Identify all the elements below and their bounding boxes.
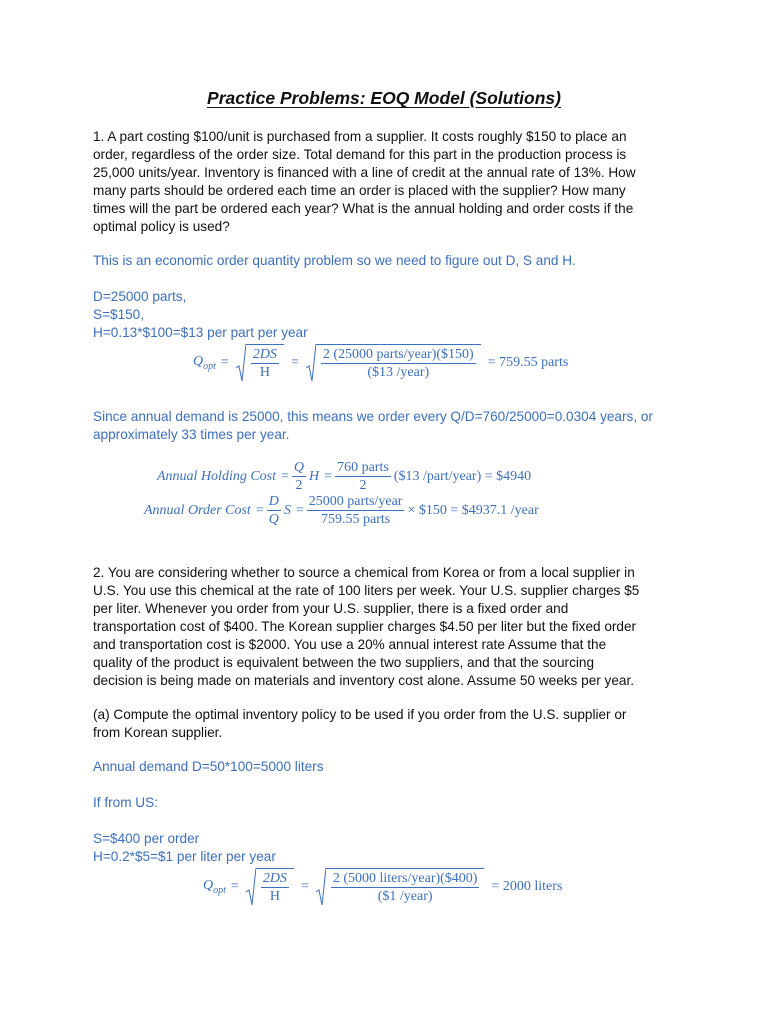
text-line: 2. You are considering whether to source a chemical from Korea or from a local supplier in [93, 565, 635, 580]
text-line: times will the part be ordered each year? What is the annual holding and order costs if the [93, 201, 634, 216]
radical-2: $\frac{\text{2 (5000 liters/year)(\$400)}}{\text{(\$1 /year)}}$ [316, 868, 485, 906]
text-line: and transportation cost is $2000. You use a 20% annual interest rate Assume that the [93, 637, 607, 652]
radical-2: $\frac{\text{2 (25000 parts/year)(\$150)}}{\text{(\$13 /year)}}$ [306, 344, 481, 382]
since-line: approximately 33 times per year. [93, 427, 290, 442]
holding-label: Annual Holding Cost [157, 468, 277, 484]
part-a-line: from Korean supplier. [93, 725, 223, 740]
holding-result: ($13 /part/year) = $4940 [393, 468, 532, 484]
eoq-formula-2: $Q_{opt}$ = $\frac{2DS}{H}$ = $\frac{\text{2 (5000 liters/year)(\$400)}}{\text{(\$1 /year)}}$ = 2000 liters [203, 868, 562, 906]
text-line: U.S. You use this chemical at the rate of 100 liters per week. Your U.S. supplier charges $5 [93, 583, 640, 598]
param-h: H=0.13*$100=$13 per part per year [93, 325, 308, 340]
if-us-heading: If from US: [93, 795, 158, 810]
eoq-result: = 759.55 parts [487, 355, 569, 370]
order-label: Annual Order Cost [144, 502, 251, 518]
text-line: many parts should be ordered each time an order is placed with the supplier? How many [93, 183, 626, 198]
text-line: per liter. Whenever you order from your U.S. supplier, there is a fixed order and [93, 601, 569, 616]
radical-1: $\frac{2DS}{H}$ [236, 344, 284, 382]
text-line: quality of the product is equivalent between the two suppliers, and that the sourcing [93, 655, 595, 670]
text-line: 1. A part costing $100/unit is purchased from a supplier. It costs roughly $150 to place an [93, 129, 627, 144]
eoq-formula-1: $Q_{opt}$ = $\frac{2DS}{H}$ = $\frac{\text{2 (25000 parts/year)(\$150)}}{\text{(\$13 /year)}}$ = 759.55 parts [193, 344, 568, 382]
text-line: order, regardless of the order size. Total demand for this part in the production process is [93, 147, 627, 162]
q-opt-symbol: $Q_{opt}$ [203, 878, 226, 896]
param-d: D=25000 parts, [93, 289, 187, 304]
page-title: Practice Problems: EOQ Model (Solutions) [207, 88, 561, 108]
text-line: optimal policy is used? [93, 219, 230, 234]
radical-1: $\frac{2DS}{H}$ [246, 868, 294, 906]
since-line: Since annual demand is 25000, this means we order every Q/D=760/25000=0.0304 years, or [93, 409, 653, 424]
equals-sign: = [220, 355, 229, 370]
text-line: decision is being made on materials and inventory cost alone. Assume 50 weeks per year. [93, 673, 635, 688]
text-line: transportation cost of $400. The Korean supplier charges $4.50 per liter but the fixed order [93, 619, 637, 634]
text-line: 25,000 units/year. Inventory is financed with a line of credit at the annual rate of 13%. How [93, 165, 636, 180]
holding-cost-formula: Annual Holding Cost = $\frac{Q}{2}$ H = $\frac{\text{760 parts}}{2}$ ($13 /part/year) = $4940 [157, 460, 532, 493]
eoq-result: = 2000 liters [491, 879, 563, 894]
part-a-line: (a) Compute the optimal inventory policy to be used if you order from the U.S. supplier or [93, 707, 627, 722]
param-h-us: H=0.2*$5=$1 per liter per year [93, 849, 276, 864]
param-s: S=$150, [93, 307, 145, 322]
order-result: × $150 = $4937.1 /year [407, 502, 539, 518]
order-cost-formula: Annual Order Cost = $\frac{D}{Q}$ S = $\frac{\text{25000 parts/year}}{\text{759.55 parts}}$ × $150 = $4937.1 /year [144, 494, 539, 527]
q-opt-symbol: $Q_{opt}$ [193, 354, 216, 372]
param-s-us: S=$400 per order [93, 831, 200, 846]
solution-intro: This is an economic order quantity problem so we need to figure out D, S and H. [93, 253, 576, 268]
annual-demand: Annual demand D=50*100=5000 liters [93, 759, 324, 774]
